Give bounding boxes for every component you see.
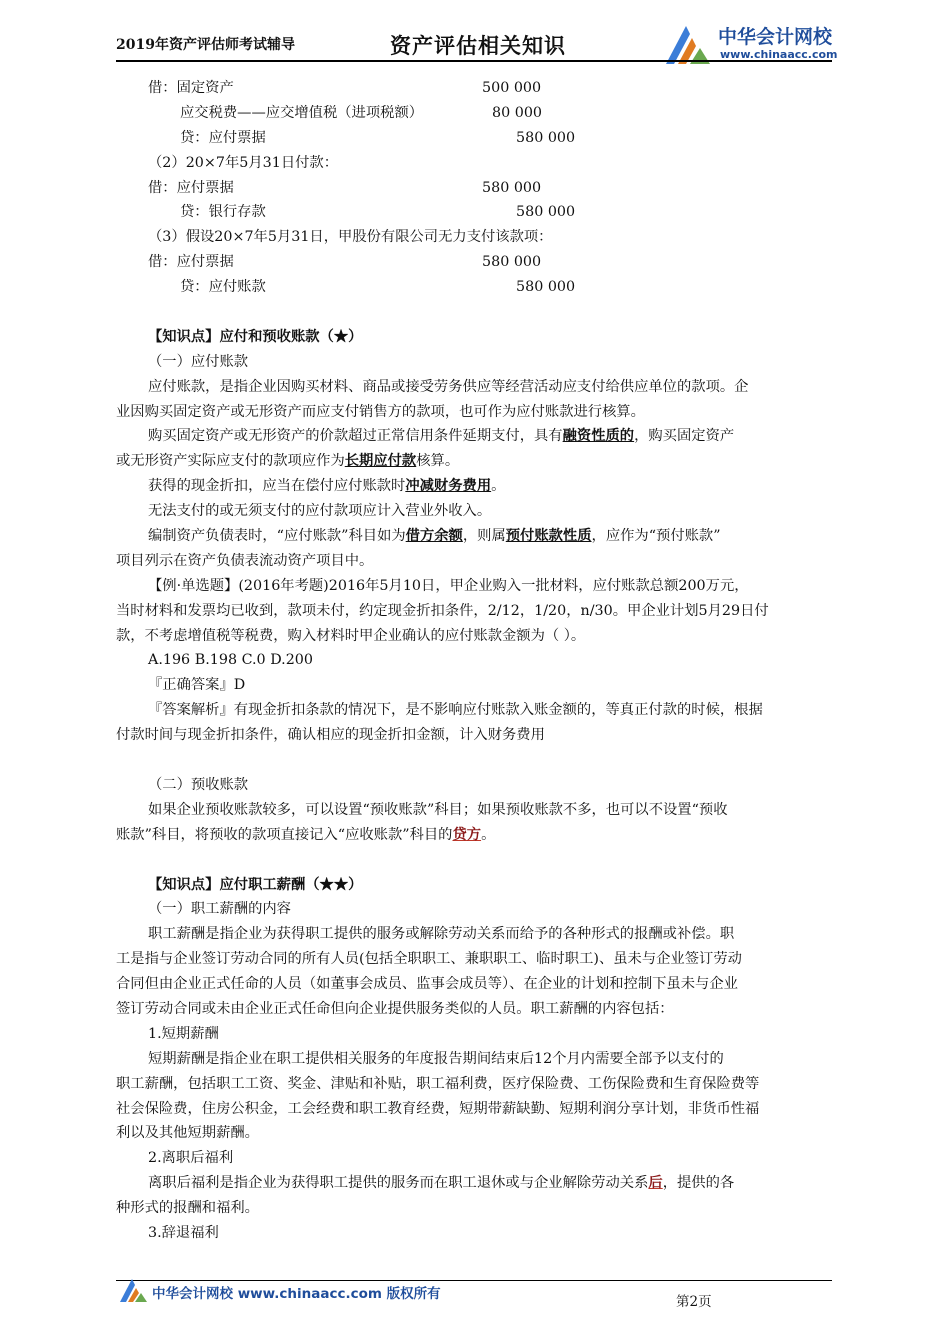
paragraph-line: 短期薪酬是指企业在职工提供相关服务的年度报告期间结束后12个月内需要全部予以支付的 bbox=[148, 1050, 724, 1067]
paragraph-line: 账款”科目，将预收的款项直接记入“应收账款”科目的贷方。 bbox=[116, 826, 496, 843]
subsection-title: （一）应付账款 bbox=[148, 353, 249, 370]
paragraph-line: 工是指与企业签订劳动合同的所有人员(包括全职职工、兼职职工、临时职工)、虽未与企业签订劳动 bbox=[116, 951, 742, 968]
header-center-title: 资产评估相关知识 bbox=[390, 33, 566, 58]
journal-entry: 应交税费——应交增值税（进项税额） 80 000 bbox=[180, 104, 543, 121]
footer-copyright[interactable]: 中华会计网校 www.chinaacc.com 版权所有 bbox=[152, 1286, 441, 1302]
footer-logo-icon bbox=[118, 1276, 148, 1304]
list-heading: 1.短期薪酬 bbox=[148, 1025, 219, 1042]
paragraph-line: 签订劳动合同或未由企业正式任命但向企业提供服务类似的人员。职工薪酬的内容包括： bbox=[116, 1000, 674, 1017]
logo-url: www.chinaacc.com bbox=[720, 48, 838, 61]
paragraph-line: 离职后福利是指企业为获得职工提供的服务而在职工退休或与企业解除劳动关系后，提供的各 bbox=[148, 1175, 735, 1192]
paragraph-line: 利以及其他短期薪酬。 bbox=[116, 1125, 259, 1142]
journal-entry: 贷：应付票据 580 000 bbox=[180, 129, 576, 146]
paragraph-line: 如果企业预收账款较多，可以设置“预收账款”科目；如果预收账款不多，也可以不设置“预收 bbox=[148, 801, 728, 818]
journal-entry: 借：固定资产 500 000 bbox=[148, 80, 542, 96]
analysis-line: 『答案解析』有现金折扣条款的情况下，是不影响应付账款入账金额的，等真正付款的时候，根据 bbox=[148, 702, 763, 719]
example-line: 当时材料和发票均已收到，款项未付，约定现金折扣条件，2/12，1/20，n/30。甲企业计划5月29日付 bbox=[116, 602, 769, 619]
paragraph-line: 种形式的报酬和福利。 bbox=[116, 1200, 259, 1217]
answer-options: A.196 B.198 C.0 D.200 bbox=[148, 652, 313, 669]
header-divider bbox=[116, 60, 832, 62]
analysis-line: 付款时间与现金折扣条件，确认相应的现金折扣金额，计入财务费用 bbox=[116, 727, 545, 744]
example-line: 【例·单选题】(2016年考题)2016年5月10日，甲企业购入一批材料，应付账款总额200万元， bbox=[148, 577, 749, 594]
journal-entry: 借：应付票据 580 000 bbox=[148, 179, 542, 196]
footer-divider bbox=[116, 1280, 832, 1281]
paragraph-line: 职工薪酬，包括职工工资、奖金、津贴和补贴，职工福利费，医疗保险费、工伤保险费和生育保险费等 bbox=[116, 1075, 760, 1092]
journal-entry: 贷：银行存款 580 000 bbox=[180, 204, 576, 221]
header-left-title: 2019年资产评估师考试辅导 bbox=[116, 37, 295, 53]
emphasis: 借方余额 bbox=[405, 528, 463, 545]
page-number: 第2页 bbox=[676, 1294, 712, 1310]
step-heading: （3）假设20×7年5月31日，甲股份有限公司无力支付该款项： bbox=[148, 229, 553, 246]
emphasis: 融资性质的 bbox=[562, 428, 635, 445]
journal-entry: 贷：应付账款 580 000 bbox=[180, 279, 576, 296]
example-line: 款，不考虑增值税等税费，购入材料时甲企业确认的应付账款金额为（ ）。 bbox=[116, 627, 586, 644]
paragraph-line: 社会保险费，住房公积金，工会经费和职工教育经费，短期带薪缺勤、短期利润分享计划，非货币性福 bbox=[116, 1100, 760, 1117]
paragraph-line: 业因购买固定资产或无形资产而应支付销售方的款项，也可作为应付账款进行核算。 bbox=[116, 403, 645, 420]
logo-name: 中华会计网校 bbox=[718, 26, 833, 48]
paragraph-line: 或无形资产实际应支付的款项应作为长期应付款核算。 bbox=[116, 453, 460, 470]
paragraph-line: 获得的现金折扣，应当在偿付应付账款时冲减财务费用。 bbox=[148, 478, 506, 495]
emphasis: 贷方 bbox=[452, 826, 482, 843]
paragraph-line: 无法支付的或无须支付的应付款项应计入营业外收入。 bbox=[148, 503, 492, 520]
paragraph-line: 应付账款，是指企业因购买材料、商品或接受劳务供应等经营活动应支付给供应单位的款项。企 bbox=[148, 378, 749, 395]
paragraph-line: 购买固定资产或无形资产的价款超过正常信用条件延期支付，具有融资性质的，购买固定资产 bbox=[148, 428, 735, 445]
section-title: 【知识点】应付职工薪酬（★★） bbox=[148, 876, 363, 893]
paragraph-line: 编制资产负债表时，“应付账款”科目如为借方余额，则属预付账款性质，应作为“预付账款” bbox=[148, 528, 721, 545]
paragraph-line: 合同但由企业正式任命的人员（如董事会成员、监事会成员等）、在企业的计划和控制下虽未与企业 bbox=[116, 976, 738, 993]
list-heading: 2.离职后福利 bbox=[148, 1150, 234, 1167]
emphasis: 后 bbox=[648, 1175, 663, 1192]
emphasis: 冲减财务费用 bbox=[405, 478, 492, 495]
step-heading: （2）20×7年5月31日付款： bbox=[148, 154, 339, 171]
section-title: 【知识点】应付和预收账款（★） bbox=[148, 328, 363, 345]
subsection-title: （一）职工薪酬的内容 bbox=[148, 901, 291, 918]
paragraph-line: 项目列示在资产负债表流动资产项目中。 bbox=[116, 552, 374, 569]
paragraph-line: 职工薪酬是指企业为获得职工提供的服务或解除劳动关系而给予的各种形式的报酬或补偿。职 bbox=[148, 926, 735, 943]
page-content bbox=[116, 76, 836, 1246]
list-heading: 3.辞退福利 bbox=[148, 1224, 219, 1241]
correct-answer: 『正确答案』D bbox=[148, 677, 246, 694]
emphasis: 预付账款性质 bbox=[505, 528, 592, 545]
emphasis: 长期应付款 bbox=[344, 453, 417, 470]
subsection-title: （二）预收账款 bbox=[148, 776, 249, 793]
journal-entry: 借：应付票据 580 000 bbox=[148, 254, 542, 271]
